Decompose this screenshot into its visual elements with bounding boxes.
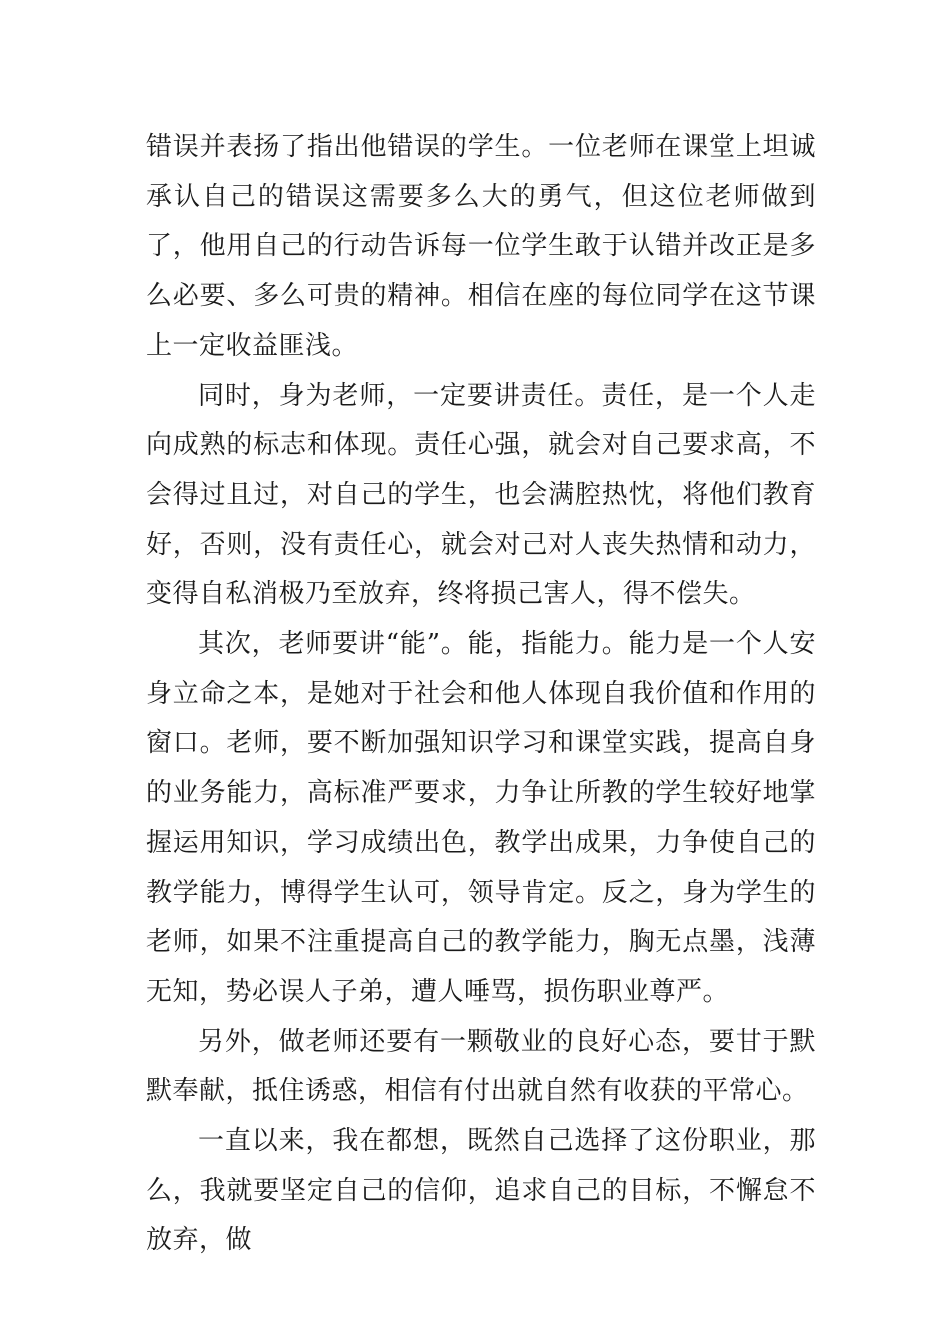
- paragraph-1: 错误并表扬了指出他错误的学生。一位老师在课堂上坦诚承认自己的错误这需要多么大的勇气，但这位老师做到了，他用自己的行动告诉每一位学生敢于认错并改正是多么必要、多么可贵的精神。相信在座的每位同学在这节课上一定收益匪浅。: [146, 132, 816, 361]
- paragraph-2: 同时，身为老师，一定要讲责任。责任，是一个人走向成熟的标志和体现。责任心强，就会对自己要求高，不会得过且过，对自己的学生，也会满腔热忱，将他们教育好，否则，没有责任心，就会对己对人丧失热情和动力，变得自私消极乃至放弃，终将损己害人，得不偿失。: [146, 380, 816, 610]
- document-body: [146, 123, 816, 1266]
- paragraph-5: 一直以来，我在都想，既然自己选择了这份职业，那么，我就要坚定自己的信仰，追求自己的目标，不懈怠不放弃，做: [146, 1126, 816, 1256]
- paragraph-3: 其次，老师要讲“能”。能，指能力。能力是一个人安身立命之本，是她对于社会和他人体现自我价值和作用的窗口。老师，要不断加强知识学习和课堂实践，提高自身的业务能力，高标准严要求，力争让所教的学生较好地掌握运用知识，学习成绩出色，教学出成果，力争使自己的教学能力，博得学生认可，领导肯定。反之，身为学生的老师，如果不注重提高自己的教学能力，胸无点墨，浅薄无知，势必误人子弟，遭人唾骂，损伤职业尊严。: [146, 629, 816, 1007]
- paragraph-4: 另外，做老师还要有一颗敬业的良好心态，要甘于默默奉献，抵住诱惑，相信有付出就自然有收获的平常心。: [146, 1026, 816, 1107]
